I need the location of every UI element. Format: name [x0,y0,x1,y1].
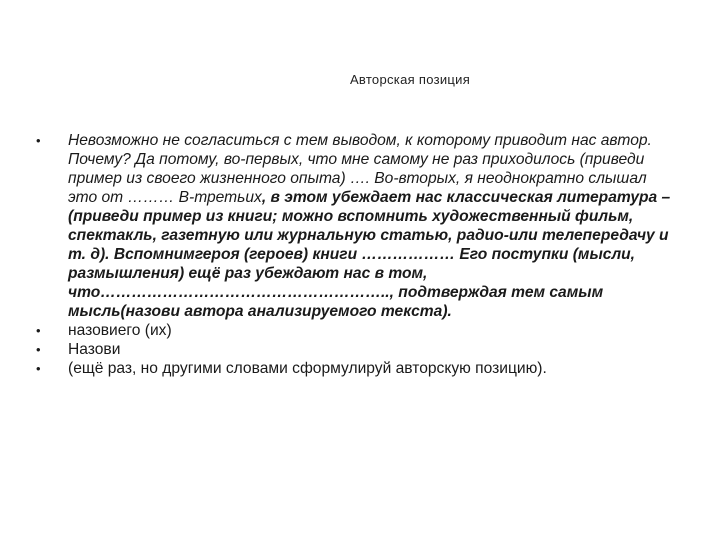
paragraph-text-bold: , в этом убеждает нас классическая литература –(приведи пример из книги; можно вспомнить художественный фильм, спектакль, газетную или журнальную статью, радио-или телепередачу и т. д). Вспомнимгероя (героев) книги ……………… Его поступки (мысли, размышления) ещё раз убеждают нас в том, что……………………………………………….., подтверждая тем самым мысль(назови автора анализируемого текста). [68,189,671,320]
list-item-text: Назови [68,341,121,358]
list-item-main-paragraph [36,131,676,321]
bullet-icon: • [36,323,41,338]
bullet-list [36,131,676,378]
bullet-icon: • [36,342,41,357]
list-item-reformulate [36,359,676,378]
bullet-icon: • [36,133,41,148]
slide-title: Авторская позиция [349,72,471,87]
list-item-name-hero [36,321,676,340]
list-item-text: (ещё раз, но другими словами сформулируй авторскую позицию). [68,360,547,377]
paragraph-text-regular: Невозможно не согласиться с тем выводом, к которому приводит нас автор. Почему? Да потому, во-первых, что мне самому не раз приходилось (приведи пример из своего жизненного опыта) …. Во-вторых, я неоднократно слышал это от ……… В-третьих [68,132,652,206]
list-item-name [36,340,676,359]
bullet-icon: • [36,361,41,376]
list-item-text: назовиего (их) [68,322,172,339]
